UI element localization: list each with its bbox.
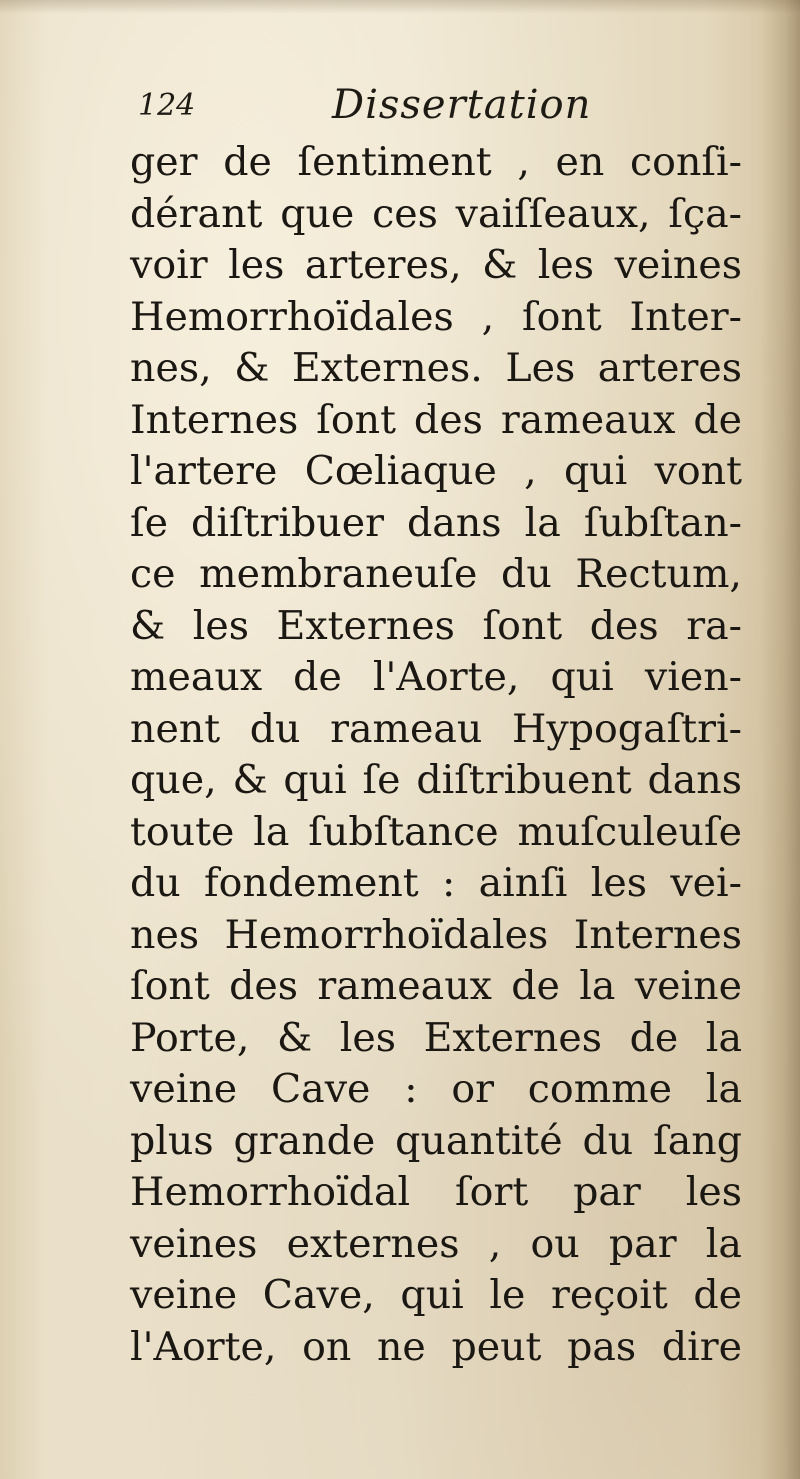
text-line: l'Aorte, on ne peut pas dire	[130, 1323, 742, 1370]
text-line: nes, & Externes. Les arteres	[130, 345, 742, 391]
text-line: Hemorrhoïdales , ſont Inter-	[130, 293, 742, 340]
text-line: ſe diſtribuer dans la ſubſtan-	[130, 499, 742, 546]
text-line: l'artere Cœliaque , qui vont	[130, 448, 742, 494]
text-line: veine Cave, qui le reçoit de	[130, 1272, 742, 1318]
body-text	[130, 137, 742, 1373]
text-line: & les Externes ſont des ra-	[130, 602, 742, 649]
text-line: meaux de l'Aorte, qui vien-	[130, 654, 742, 700]
page-edge-shadow	[760, 0, 800, 1479]
text-line: nent du rameau Hypogaſtri-	[130, 705, 742, 752]
page-top-shadow	[0, 0, 800, 14]
text-line: veine Cave : or comme la	[130, 1066, 742, 1112]
text-line: que, & qui ſe diſtribuent dans	[130, 757, 742, 803]
text-line: toute la ſubſtance muſculeuſe	[130, 808, 742, 855]
text-line: Internes ſont des rameaux de	[130, 396, 742, 443]
text-line: veines externes , ou par la	[130, 1220, 742, 1267]
text-line: du fondement : ainſi les vei-	[130, 860, 742, 906]
running-head	[132, 78, 732, 138]
text-line: plus grande quantité du ſang	[130, 1117, 742, 1164]
text-line: Porte, & les Externes de la	[130, 1014, 742, 1061]
text-line: ger de ſentiment , en conſi-	[130, 139, 742, 185]
text-line: dérant que ces vaiſſeaux, ſça-	[130, 190, 742, 237]
text-line: ſont des rameaux de la veine	[130, 963, 742, 1009]
text-line: Hemorrhoïdal ſort par les	[130, 1169, 742, 1215]
running-title: Dissertation	[332, 82, 592, 128]
text-line: voir les arteres, & les veines	[130, 242, 742, 288]
page-number: 124	[138, 88, 196, 123]
text-line: ce membraneuſe du Rectum,	[130, 551, 742, 597]
text-line: nes Hemorrhoïdales Internes	[130, 911, 742, 958]
